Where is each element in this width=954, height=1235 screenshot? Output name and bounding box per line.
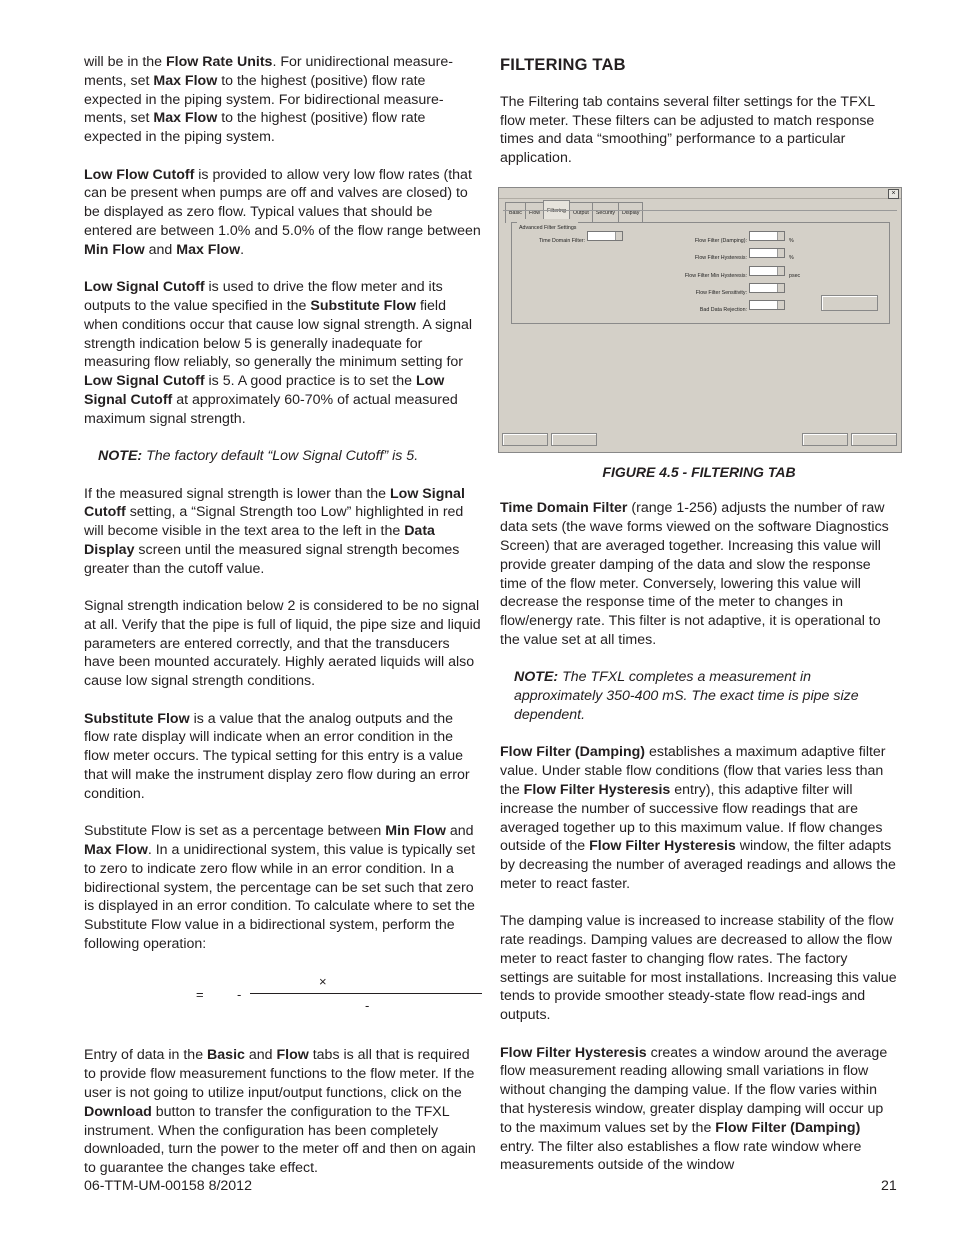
paragraph-flow-filter-hysteresis bbox=[500, 1044, 898, 1176]
paragraph-download bbox=[84, 1046, 482, 1178]
text-run: . bbox=[240, 241, 245, 258]
text-run: . In a unidirectional system, this value is typically set to zero to indicate zero flow while in an error condition. In a bidirectional system, the percentage can be set such that zero is displayed in an error condition. To calculate where to set the Substitute Flow value in a bidirectional system, perform the following operation: bbox=[84, 842, 476, 953]
flow-filter-min-hysteresis-label: Flow Filter Min Hysteresis: bbox=[684, 272, 747, 279]
tab-filtering[interactable]: Filtering bbox=[543, 200, 570, 224]
formula-fraction-bar bbox=[250, 993, 482, 994]
flow-filter-hysteresis-spinner[interactable] bbox=[749, 248, 785, 258]
bold-term: Max Flow bbox=[153, 72, 218, 89]
paragraph-low-signal-cutoff bbox=[84, 278, 482, 428]
tab-flow[interactable]: Flow bbox=[525, 202, 544, 224]
bottom-button-4[interactable] bbox=[851, 433, 897, 446]
tab-output[interactable]: Output bbox=[569, 202, 593, 224]
text-run: screen until the measured signal strength becomes greater than the cutoff value. bbox=[84, 541, 460, 577]
text-run: to the highest (positive) flow rate expected in the piping system. For bidirectional measure-ments, set bbox=[84, 72, 444, 127]
text-run: window, the filter adapts by decreasing the number of averaged readings and allows the meter to react faster. bbox=[500, 838, 896, 892]
bold-term: Low Signal Cutoff bbox=[84, 279, 205, 296]
text-run: entry), this adaptive filter will increase the number of successive flow readings that are averaged together up to this maximum value. If flow changes outside of the bbox=[500, 781, 883, 855]
paragraph-signal-strength-two bbox=[84, 597, 482, 691]
substitute-flow-formula bbox=[84, 972, 482, 1028]
close-icon[interactable]: × bbox=[888, 189, 899, 199]
bold-term: Flow Filter Hysteresis bbox=[523, 781, 671, 798]
footer-document-id: 06-TTM-UM-00158 8/2012 bbox=[84, 1178, 252, 1194]
text-run: is 5. A good practice is to set the bbox=[204, 373, 416, 390]
tab-basic[interactable]: Basic bbox=[505, 202, 526, 224]
formula-denominator-minus: - bbox=[365, 998, 370, 1014]
filtering-tab-screenshot bbox=[498, 187, 902, 453]
formula-times: × bbox=[319, 974, 327, 990]
dialog-panel bbox=[503, 210, 897, 425]
paragraph-substitute-flow bbox=[84, 710, 482, 804]
bold-term: Low Flow Cutoff bbox=[84, 166, 195, 183]
formula-minus: - bbox=[237, 987, 242, 1003]
formula-equals: = bbox=[196, 987, 204, 1003]
page-number: 21 bbox=[881, 1178, 897, 1194]
text-run: If the measured signal strength is lower than the bbox=[84, 485, 390, 502]
left-column bbox=[84, 53, 482, 1197]
paragraph-low-flow-cutoff bbox=[84, 166, 482, 260]
paragraph-filtering-intro bbox=[500, 93, 898, 168]
text-run: creates a window around the average flow measurement reading allowing small variations in flow without changing the damping value. If the flow varies within that hysteresis window, greater display damping will occur up to the maximum values set by the bbox=[500, 1044, 888, 1136]
text-run: The TFXL completes a measurement in approximately 350-400 mS. The exact time is pipe size dependent. bbox=[514, 669, 859, 723]
bold-term: Flow bbox=[276, 1047, 309, 1064]
text-run: setting, a “Signal Strength too Low” highlighted in red will become visible in the text area to the left in the bbox=[84, 504, 464, 540]
text-run: field when conditions occur that cause low signal strength. A signal strength indication below 5 is generally inadequate for measuring flow reliably, so generally the minimum setting for bbox=[84, 297, 473, 371]
bold-term: Substitute Flow bbox=[84, 710, 190, 727]
bold-term: Time Domain Filter bbox=[500, 500, 628, 517]
flow-filter-min-hysteresis-spinner[interactable] bbox=[749, 266, 785, 276]
figure-caption: FIGURE 4.5 - FILTERING TAB bbox=[602, 463, 796, 480]
text-run: is provided to allow very low flow rates (that can be present when pumps are off and valves are closed) to be displayed as zero flow. Typical values that should be entered are between 1.0% and 5.0% of the flow range between bbox=[84, 166, 481, 239]
paragraph-signal-strength-low bbox=[84, 485, 482, 579]
bold-term: Data Display bbox=[84, 523, 435, 558]
flow-filter-sensitivity-spinner[interactable] bbox=[749, 283, 785, 293]
flow-filter-damping-spinner[interactable] bbox=[749, 231, 785, 241]
text-run: (range 1-256) adjusts the number of raw data sets (the wave forms viewed on the software Diagnostics Screen) that are averaged together. Increasing this value will provide greater damping of the data and slow the response time of the flow meter. Conversely, lowering this value will decrease the response time of the meter to changes in flow/energy rate. This filter is not adaptive, it is operational to the value set at all times. bbox=[500, 500, 889, 648]
bold-term: Download bbox=[84, 1103, 152, 1120]
paragraph-substitute-flow-percentage bbox=[84, 822, 482, 954]
paragraph-max-flow bbox=[84, 53, 482, 147]
bold-term: Flow Filter Hysteresis bbox=[589, 838, 736, 855]
text-run: Entry of data in the bbox=[84, 1047, 208, 1064]
text-run: is used to drive the flow meter and its outputs to the value specified in the bbox=[84, 279, 443, 314]
note-low-signal-default bbox=[84, 447, 482, 466]
paragraph-time-domain-filter bbox=[500, 499, 898, 649]
bold-term: NOTE: bbox=[98, 448, 143, 465]
text-run: button to transfer the configuration to the TFXL instrument. When the configuration has been completely downloaded, turn the power to the meter off and then on again to guarantee the changes take effect. bbox=[84, 1103, 476, 1177]
text-run: Signal strength indication below 2 is considered to be no signal at all. Verify that the pipe is full of liquid, the pipe size and liquid parameters are entered correctly, and that the transducers have been mounted accurately. Highly aerated liquids will also cause low signal strength conditions. bbox=[84, 598, 481, 690]
tab-display[interactable]: Display bbox=[618, 202, 643, 224]
group-title: Advanced Filter Settings bbox=[517, 219, 578, 238]
bad-data-rejection-label: Bad Data Rejection: bbox=[699, 306, 747, 313]
bold-term: Max Flow bbox=[84, 842, 148, 859]
bold-term: Min Flow bbox=[84, 241, 145, 258]
text-run: and bbox=[445, 823, 474, 840]
bottom-button-3[interactable] bbox=[802, 433, 848, 446]
paragraph-damping-value bbox=[500, 912, 898, 1025]
text-run: establishes a maximum adaptive filter value. Under stable flow conditions (flow that varies less than the bbox=[500, 744, 886, 798]
text-run: will be in the bbox=[84, 54, 167, 70]
dialog-titlebar bbox=[499, 188, 901, 199]
right-column bbox=[500, 53, 898, 1194]
text-run: and bbox=[144, 241, 177, 258]
text-run: Substitute Flow is set as a percentage between bbox=[84, 823, 386, 840]
text-run: and bbox=[244, 1047, 277, 1064]
text-run: at approximately 60-70% of actual measured maximum signal strength. bbox=[84, 391, 458, 427]
flow-filter-damping-label: Flow Filter (Damping): bbox=[694, 237, 747, 244]
bold-term: Low Signal Cutoff bbox=[84, 373, 445, 408]
bold-term: Flow Filter Hysteresis bbox=[500, 1044, 647, 1061]
bold-term: Max Flow bbox=[176, 241, 241, 258]
text-run: entry. The filter also establishes a flow rate window where measurements outside of the window bbox=[500, 1138, 862, 1174]
flow-filter-hysteresis-label: Flow Filter Hysteresis: bbox=[694, 254, 747, 261]
paragraph-flow-filter-damping bbox=[500, 743, 898, 893]
text-run: to the highest (positive) flow rate expected in the piping system. bbox=[84, 110, 426, 146]
note-measurement-time bbox=[500, 668, 898, 724]
text-run: The factory default “Low Signal Cutoff” is 5. bbox=[142, 448, 419, 465]
bottom-button-2[interactable] bbox=[551, 433, 597, 446]
bold-term: Low Signal Cutoff bbox=[84, 485, 465, 521]
text-run: The damping value is increased to increase stability of the flow rate readings. Damping values are decreased to allow the flow meter to react faster to changing flow rates. The factory settings are suitable for most installations. Increasing this value tends to provide smoother steady-state flow read-ings and outputs. bbox=[500, 913, 897, 1024]
tab-security[interactable]: Security bbox=[592, 202, 619, 224]
flow-filter-hysteresis-unit: % bbox=[789, 254, 794, 261]
bold-term: Flow Rate Units bbox=[166, 54, 273, 70]
text-run: tabs is all that is required to provide flow measurement functions to the flow meter. If the user is not going to utilize input/output functions, click on the bbox=[84, 1047, 475, 1102]
time-domain-filter-label: Time Domain Filter: bbox=[538, 237, 585, 244]
text-run: The Filtering tab contains several filter settings for the TFXL flow meter. These filters can be adjusted to match response times and data “smoothing” performance to a particular application. bbox=[500, 93, 875, 167]
panel-button[interactable] bbox=[821, 295, 878, 311]
text-run: . For unidirectional measure-ments, set bbox=[84, 54, 454, 89]
flow-filter-sensitivity-label: Flow Filter Sensitivity: bbox=[695, 289, 747, 296]
bold-term: NOTE: bbox=[514, 669, 559, 686]
flow-filter-min-hysteresis-unit: psec bbox=[789, 272, 801, 279]
bottom-button-1[interactable] bbox=[502, 433, 548, 446]
bold-term: Substitute Flow bbox=[310, 297, 416, 314]
time-domain-filter-spinner[interactable] bbox=[587, 231, 623, 241]
bold-term: Basic bbox=[207, 1047, 245, 1064]
bold-term: Max Flow bbox=[153, 110, 218, 127]
bad-data-rejection-spinner[interactable] bbox=[749, 300, 785, 310]
flow-filter-damping-unit: % bbox=[789, 237, 794, 244]
bold-term: Low Signal Cutoff bbox=[84, 373, 205, 390]
bold-term: Flow Filter (Damping) bbox=[500, 744, 646, 761]
bold-term: Flow Filter (Damping) bbox=[715, 1119, 861, 1136]
text-run: is a value that the analog outputs and the flow rate display will indicate when an error condition in the flow meter occurs. The typical setting for this entry is a value that will make the instrument display zero flow during an error condition. bbox=[84, 710, 470, 802]
bold-term: Min Flow bbox=[385, 823, 446, 840]
section-heading: FILTERING TAB bbox=[500, 56, 626, 74]
